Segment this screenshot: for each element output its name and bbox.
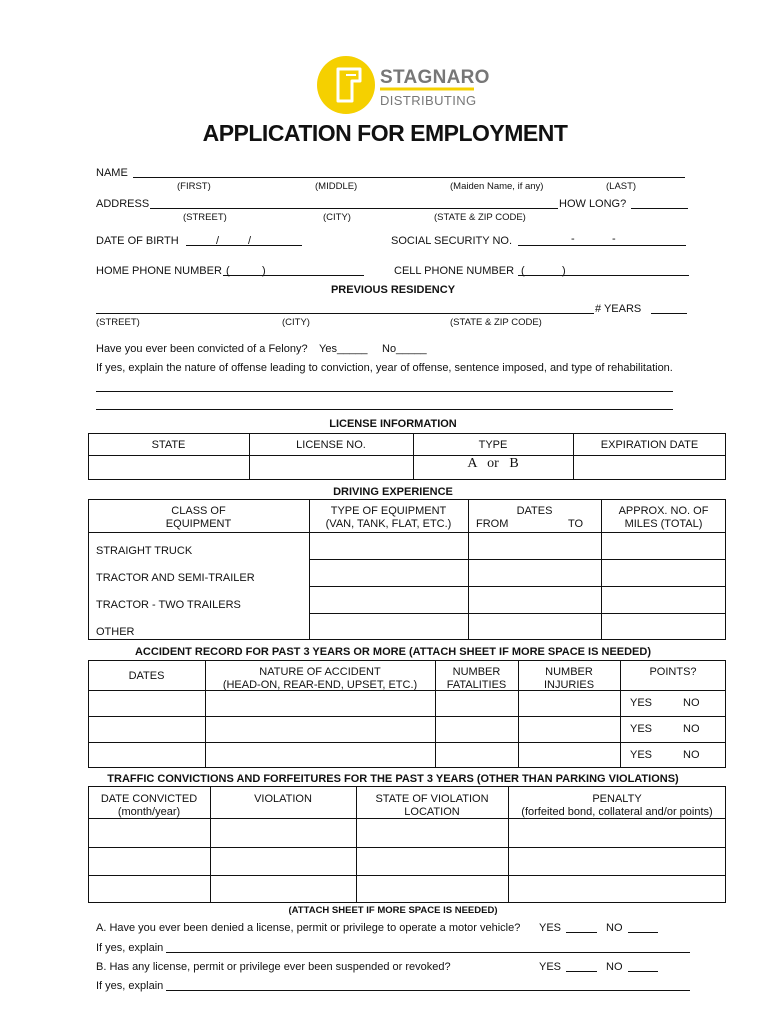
home-phone-open-paren: (: [226, 265, 230, 277]
traffic-header-penalty: PENALTY (forfeited bond, collateral and/or points): [521, 793, 713, 818]
felony-question: Have you ever been convicted of a Felony?: [96, 343, 308, 355]
logo-mark-icon: [316, 55, 376, 115]
question-a-no-label: NO: [606, 922, 623, 934]
license-state-cell[interactable]: [89, 456, 248, 479]
driving-header-miles: APPROX. NO. OF MILES (TOTAL): [618, 505, 709, 530]
dob-label: DATE OF BIRTH: [96, 235, 179, 247]
question-a-yes-field[interactable]: [566, 932, 597, 933]
home-phone-close-paren: ): [262, 265, 266, 277]
license-heading: LICENSE INFORMATION: [329, 418, 457, 430]
license-header-expiration: EXPIRATION DATE: [600, 439, 699, 451]
license-type-options[interactable]: A or B: [467, 456, 519, 471]
question-b-yes-label: YES: [539, 961, 562, 973]
ssn-dash-2: -: [612, 233, 616, 245]
question-b-no-label: NO: [606, 961, 623, 973]
felony-yes-field[interactable]: Yes_____: [319, 343, 368, 355]
traffic-heading: TRAFFIC CONVICTIONS AND FORFEITURES FOR THE PAST 3 YEARS (OTHER THAN PARKING VIOLATIONS): [107, 773, 679, 785]
driving-header-type: TYPE OF EQUIPMENT (VAN, TANK, FLAT, ETC.): [325, 505, 452, 530]
driving-header-to: TO: [568, 518, 584, 530]
cell-phone-label: CELL PHONE NUMBER: [394, 265, 515, 277]
years-label: # YEARS: [595, 303, 642, 315]
address-label: ADDRESS: [96, 198, 150, 210]
svg-text:STAGNARO: STAGNARO: [380, 67, 490, 88]
page-title: APPLICATION FOR EMPLOYMENT: [202, 120, 568, 146]
driving-row-straight-truck: STRAIGHT TRUCK: [96, 545, 193, 557]
company-logo: [316, 55, 490, 117]
accident-heading: ACCIDENT RECORD FOR PAST 3 YEARS OR MORE (ATTACH SHEET IF MORE SPACE IS NEEDED): [134, 646, 652, 658]
question-b-explain-label: If yes, explain: [96, 980, 164, 992]
felony-no-field[interactable]: No_____: [382, 343, 427, 355]
license-expiration-cell[interactable]: [574, 456, 725, 479]
felony-explain-instructions: If yes, explain the nature of offense leading to conviction, year of offense, sentence imposed, and type of rehabilitation.: [96, 362, 673, 374]
felony-explain-line-1[interactable]: [96, 391, 673, 392]
ssn-field[interactable]: [518, 245, 686, 246]
accident-row2-no[interactable]: NO: [683, 723, 700, 735]
name-last-caption: (LAST): [606, 181, 637, 192]
accident-header-dates: DATES: [128, 670, 165, 682]
home-phone-field[interactable]: [223, 275, 364, 276]
ssn-label: SOCIAL SECURITY NO.: [391, 235, 513, 247]
accident-row1-no[interactable]: NO: [683, 697, 700, 709]
address-city-caption: (CITY): [323, 212, 351, 223]
prev-city-caption: (CITY): [282, 317, 310, 328]
question-a-explain-field[interactable]: [166, 952, 690, 953]
home-phone-label: HOME PHONE NUMBER: [96, 265, 222, 277]
license-number-cell[interactable]: [250, 456, 412, 479]
cell-phone-open-paren: (: [521, 265, 525, 277]
question-b-no-field[interactable]: [628, 971, 658, 972]
accident-row3-yes[interactable]: YES: [630, 749, 653, 761]
question-a: A. Have you ever been denied a license, permit or privilege to operate a motor vehicle?: [96, 922, 521, 934]
accident-header-points: POINTS?: [649, 666, 697, 678]
question-b-yes-field[interactable]: [566, 971, 597, 972]
how-long-field[interactable]: [631, 208, 688, 209]
prev-street-caption: (STREET): [96, 317, 140, 328]
license-header-state: STATE: [151, 439, 186, 451]
driving-heading: DRIVING EXPERIENCE: [333, 486, 453, 498]
traffic-header-state: STATE OF VIOLATION LOCATION: [375, 793, 489, 818]
question-b-explain-field[interactable]: [166, 990, 690, 991]
name-field[interactable]: [133, 177, 685, 178]
question-b: B. Has any license, permit or privilege ever been suspended or revoked?: [96, 961, 451, 973]
name-maiden-caption: (Maiden Name, if any): [450, 181, 544, 192]
driving-header-class: CLASS OF EQUIPMENT: [165, 505, 232, 530]
address-state-zip-caption: (STATE & ZIP CODE): [434, 212, 526, 223]
driving-row-other: OTHER: [96, 626, 135, 638]
svg-text:DISTRIBUTING: DISTRIBUTING: [380, 93, 477, 108]
question-a-yes-label: YES: [539, 922, 562, 934]
ssn-dash-1: -: [571, 233, 575, 245]
accident-row2-yes[interactable]: YES: [630, 723, 653, 735]
accident-row1-yes[interactable]: YES: [630, 697, 653, 709]
address-field[interactable]: [150, 208, 558, 209]
license-header-type: TYPE: [478, 439, 508, 451]
previous-residency-field[interactable]: [96, 313, 594, 314]
address-street-caption: (STREET): [183, 212, 227, 223]
traffic-header-date: DATE CONVICTED (month/year): [100, 793, 198, 818]
accident-row3-no[interactable]: NO: [683, 749, 700, 761]
cell-phone-close-paren: ): [562, 265, 566, 277]
dob-slash-1: /: [216, 235, 220, 247]
question-a-no-field[interactable]: [628, 932, 658, 933]
dob-field[interactable]: [186, 245, 302, 246]
years-field[interactable]: [651, 313, 687, 314]
cell-phone-field[interactable]: [518, 275, 689, 276]
dob-slash-2: /: [248, 235, 252, 247]
previous-residency-heading: PREVIOUS RESIDENCY: [330, 284, 456, 296]
name-label: NAME: [96, 167, 128, 179]
felony-explain-line-2[interactable]: [96, 409, 673, 410]
name-first-caption: (FIRST): [177, 181, 211, 192]
traffic-header-violation: VIOLATION: [254, 793, 312, 805]
traffic-attach-note: (ATTACH SHEET IF MORE SPACE IS NEEDED): [288, 905, 498, 916]
how-long-label: HOW LONG?: [559, 198, 627, 210]
question-a-explain-label: If yes, explain: [96, 942, 164, 954]
driving-header-dates: DATES: [516, 505, 553, 517]
license-header-number: LICENSE NO.: [296, 439, 366, 451]
driving-row-tractor-two: TRACTOR - TWO TRAILERS: [96, 599, 241, 611]
accident-header-fatalities: NUMBER FATALITIES: [446, 666, 507, 691]
accident-header-nature: NATURE OF ACCIDENT (HEAD-ON, REAR-END, UPSET, ETC.): [222, 666, 418, 691]
driving-row-tractor-semi: TRACTOR AND SEMI-TRAILER: [96, 572, 255, 584]
prev-state-zip-caption: (STATE & ZIP CODE): [450, 317, 542, 328]
driving-header-from: FROM: [476, 518, 509, 530]
name-middle-caption: (MIDDLE): [315, 181, 358, 192]
accident-header-injuries: NUMBER INJURIES: [543, 666, 595, 691]
logo-wordmark: [380, 63, 490, 109]
